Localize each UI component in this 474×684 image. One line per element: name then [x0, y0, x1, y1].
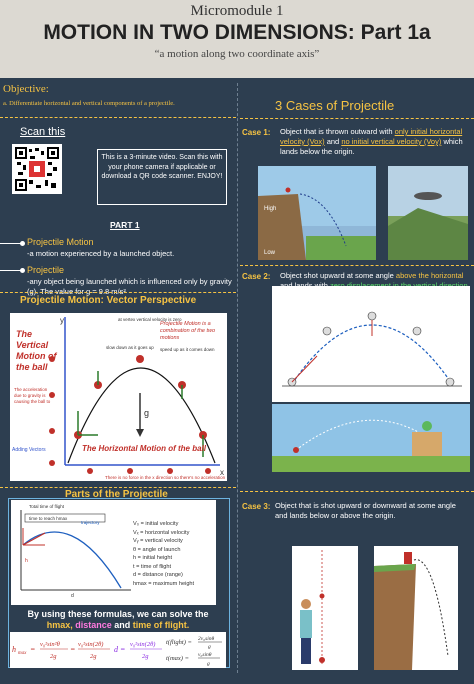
scan-label: Scan this: [20, 126, 66, 138]
svg-text:max: max: [18, 651, 27, 656]
photo-svg: [388, 166, 468, 260]
case1-text: [280, 127, 470, 157]
divider-line: [0, 487, 236, 488]
vector-diagram-svg: [10, 313, 227, 481]
caption-vertical-2: Vertical: [16, 340, 49, 350]
divider-line: [0, 117, 236, 118]
formula-panel: [10, 632, 226, 668]
svg-text:v₀²sin(2θ): v₀²sin(2θ): [130, 641, 156, 648]
svg-text:v₀sinθ: v₀sinθ: [198, 652, 212, 658]
note-accel-3: causing the ball to: [14, 399, 51, 404]
divider-line: [240, 491, 474, 492]
video-instructions: This is a 3-minute video. Scan this with your phone camera if applicable or download a QR code scanner. ENJOY!: [97, 149, 227, 205]
term-projectile: Projectile: [27, 265, 65, 275]
parts-diagram: [11, 500, 216, 605]
parts-d: d: [71, 593, 74, 599]
parts-time-label: time to reach hmax: [29, 516, 68, 521]
note-vertex: at vertex vertical velocity is zero: [118, 317, 182, 322]
formula-intro-time: time of flight.: [132, 620, 190, 630]
legend-item: t = time of flight: [133, 563, 172, 570]
bullet-dot: [20, 241, 25, 246]
case1-b: only initial horizontal velocity (Vox): [280, 127, 463, 146]
case3-person-image: [292, 546, 358, 670]
vector-title: Projectile Motion: Vector Perspective: [20, 295, 197, 306]
objective-heading: Objective:: [3, 83, 49, 95]
svg-text:2g: 2g: [142, 653, 149, 660]
svg-text:g: g: [207, 661, 210, 667]
part1-heading: PART 1: [110, 220, 140, 230]
cases-title: 3 Cases of Projectile: [275, 98, 395, 113]
case1-c: and: [326, 137, 340, 146]
note-speed: speed up as it comes down: [160, 347, 215, 352]
case1-cliff-image: [258, 166, 376, 260]
case1-e: which lands below the origin.: [280, 137, 463, 156]
case2-a: Object shot upward at some angle: [280, 271, 394, 280]
note-slow: slow down as it goes up: [106, 345, 154, 350]
formula-intro-dist: distance: [75, 620, 112, 630]
bullet-line: [0, 270, 22, 271]
parts-trajectory: trajectory: [81, 520, 100, 525]
svg-text:t(flight) =: t(flight) =: [166, 639, 192, 646]
gravity-label: g: [144, 408, 150, 418]
legend-item: V₀ = initial velocity: [133, 521, 179, 527]
person-svg: [292, 546, 358, 670]
case1-photo: [388, 166, 468, 260]
page-header: [0, 0, 474, 78]
case1-label: Case 1:: [242, 128, 271, 137]
svg-text:g: g: [208, 644, 211, 650]
caption-horizontal: The Horizontal Motion of the ball: [82, 444, 206, 453]
qr-code-icon: [15, 147, 59, 191]
caption-vertical-4: the ball: [16, 362, 48, 372]
case2-game-image: [272, 404, 470, 472]
legend-item: hmax = maximum height: [133, 580, 195, 587]
svg-text:h: h: [12, 645, 16, 654]
bullet-line: [0, 243, 22, 244]
cliff3-svg: [374, 546, 458, 670]
caption-force: There is no force in the x direction so there's no acceleration: [105, 475, 226, 480]
case3-label: Case 3:: [242, 502, 271, 511]
note-accel: The acceleration: [14, 387, 48, 392]
page-title: MOTION IN TWO DIMENSIONS: Part 1a: [43, 21, 431, 44]
case3-text: Object that is shot upward or downward at some angle and lands below or above the origin.: [275, 501, 456, 520]
page-subtitle: “a motion along two coordinate axis”: [154, 48, 320, 60]
caption-combo-3: motions: [160, 335, 180, 341]
note-adding: Adding Vectors: [12, 447, 46, 453]
note-accel-2: due to gravity is: [14, 393, 46, 398]
legend-item: d = distance (range): [133, 572, 183, 578]
case2-diagram: [272, 286, 470, 402]
formula-intro: [10, 609, 226, 631]
parts-h: h: [25, 558, 28, 564]
formula-intro-hmax: hmax,: [46, 620, 73, 630]
caption-combo: Projectile Motion is a: [160, 321, 211, 327]
divider-line: [0, 292, 236, 293]
legend-item: Vₓ = horizontal velocity: [133, 529, 190, 536]
case2-b: above the horizontal: [395, 271, 464, 280]
caption-combo-2: combination of the two: [160, 328, 216, 334]
svg-text:2g: 2g: [50, 653, 57, 660]
objective-text: a. Differentiate horizontal and vertical components of a projectile.: [3, 100, 175, 107]
formula-svg: [10, 632, 226, 668]
divider-line: [240, 265, 474, 266]
case1-a: Object that is thrown outward with: [280, 127, 393, 136]
parts-legend: [133, 520, 213, 588]
vector-diagram: [10, 313, 227, 481]
term-projectile-motion: Projectile Motion: [27, 237, 94, 247]
micromodule-label: Micromodule 1: [190, 3, 284, 19]
caption-vertical-3: Motion of: [16, 351, 57, 361]
vertical-motion-balls: [49, 356, 55, 466]
formula-intro-1: By using these formulas, we can solve the: [27, 609, 209, 619]
formula-distance: [114, 641, 162, 660]
cliff-svg: [258, 166, 376, 260]
case3-cliff-image: [374, 546, 458, 670]
svg-text:t(max) =: t(max) =: [166, 655, 189, 662]
legend-item: h = initial height: [133, 555, 173, 561]
horizontal-motion-balls: [87, 468, 211, 474]
column-divider: [237, 83, 238, 673]
parts-title: Parts of the Projectile: [65, 489, 168, 500]
legend-item: Vᵧ = vertical velocity: [133, 538, 183, 544]
case2-label: Case 2:: [242, 272, 271, 281]
case2-svg: [272, 286, 470, 402]
svg-text:v₀²sin(2θ): v₀²sin(2θ): [78, 641, 104, 648]
formula-hmax: [12, 641, 110, 660]
divider-line: [240, 118, 474, 119]
def-projectile: -any object being launched which is influenced only by gravity (g). The value for g = 9.8 m/s²: [27, 277, 232, 296]
high-label: High: [264, 206, 277, 212]
formula-intro-and: and: [114, 620, 131, 630]
bullet-dot: [20, 268, 25, 273]
legend-item: θ = angle of launch: [133, 546, 181, 553]
game-svg: [272, 404, 470, 472]
qr-code[interactable]: [12, 144, 62, 194]
svg-text:2g: 2g: [90, 653, 97, 660]
parts-total-time: Total time of flight: [29, 504, 65, 509]
axis-x-label: x: [220, 468, 224, 477]
axis-y-label: y: [60, 316, 64, 325]
svg-text:d =: d =: [114, 645, 126, 654]
svg-text:2v₀sinθ: 2v₀sinθ: [198, 636, 215, 642]
low-label: Low: [264, 250, 276, 256]
caption-vertical-1: The: [16, 329, 33, 339]
svg-text:=: =: [70, 645, 76, 654]
case1-d: no initial vertical velocity (Voy): [341, 137, 442, 146]
formula-time: [166, 636, 222, 667]
svg-text:v₀²sin²θ: v₀²sin²θ: [40, 641, 60, 648]
def-projectile-motion: -a motion experienced by a launched object.: [27, 249, 175, 258]
svg-text:=: =: [30, 645, 36, 654]
